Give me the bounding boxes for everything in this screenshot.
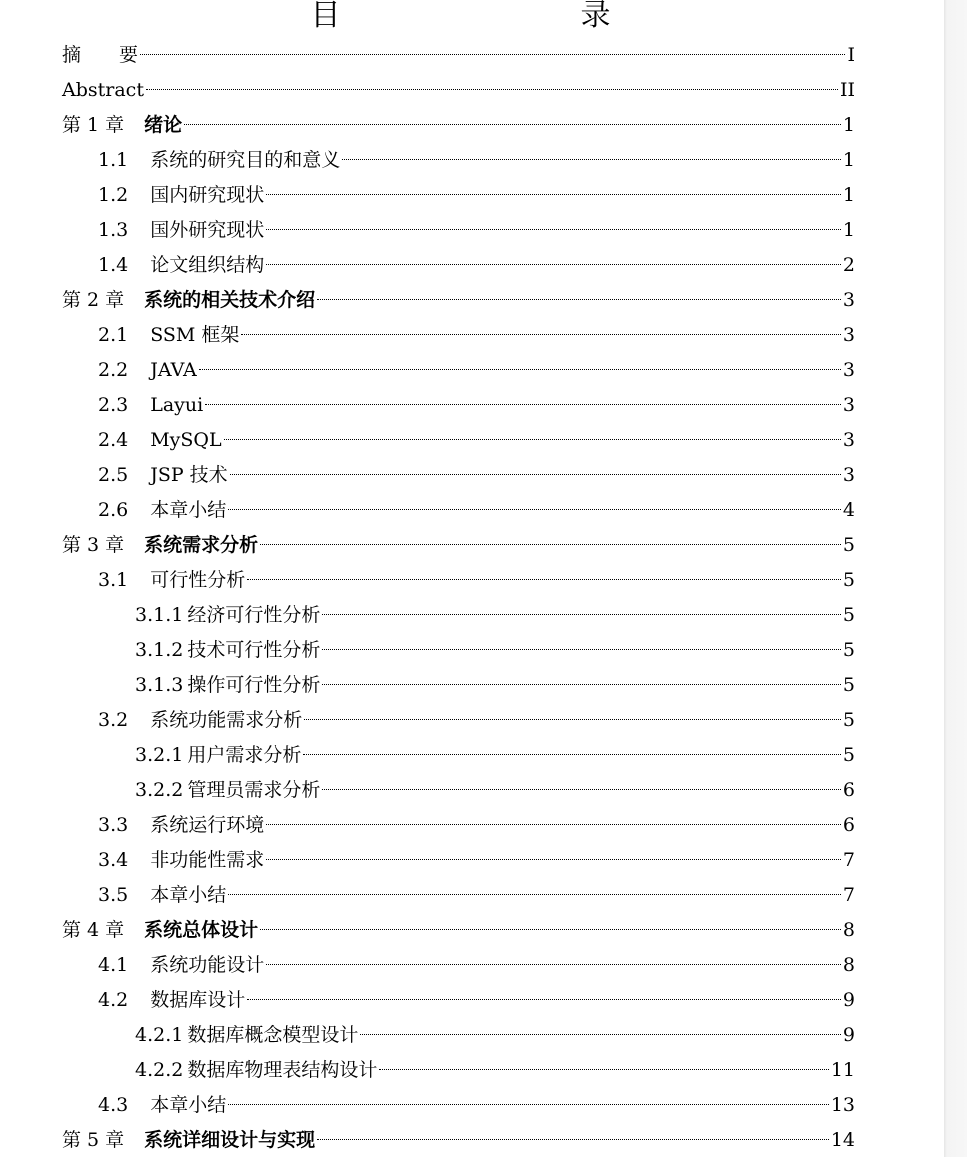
toc-entry-number: 第 4 章	[62, 919, 125, 941]
toc-entry[interactable]	[135, 773, 855, 808]
toc-leader-dots	[228, 509, 841, 510]
toc-entry[interactable]	[62, 1123, 855, 1158]
toc-entry-page-number: 13	[830, 1094, 855, 1116]
toc-entry-page-number: I	[847, 44, 855, 66]
toc-leader-dots	[266, 824, 841, 825]
toc-entry-label: JSP 技术	[150, 464, 228, 486]
toc-entry-page-number: 3	[842, 429, 855, 451]
toc-entry-page-number: 9	[842, 989, 855, 1011]
toc-entry[interactable]	[98, 353, 855, 388]
toc-entry-number: 4.3	[98, 1094, 129, 1116]
toc-entry-number: 1.2	[98, 184, 129, 206]
toc-entry-number: 2.4	[98, 429, 129, 451]
toc-entry-number: 3.3	[98, 814, 129, 836]
toc-entry-label: 国外研究现状	[150, 219, 265, 241]
toc-entry[interactable]	[62, 108, 855, 143]
toc-leader-dots	[260, 544, 841, 545]
toc-entry[interactable]	[98, 563, 855, 598]
toc-leader-dots	[228, 894, 841, 895]
toc-leader-dots	[224, 439, 841, 440]
toc-entry-page-number: 8	[842, 954, 855, 976]
toc-entry-label: 摘 要	[62, 44, 139, 66]
toc-entry-page-number: 1	[842, 114, 855, 136]
toc-entry[interactable]	[98, 878, 855, 913]
toc-entry-number: 2.2	[98, 359, 129, 381]
toc-entry-label: 经济可行性分析	[187, 604, 321, 626]
toc-leader-dots	[247, 999, 841, 1000]
page-edge-shadow	[944, 0, 967, 1157]
toc-entry-page-number: 1	[842, 219, 855, 241]
toc-leader-dots	[317, 1139, 829, 1140]
toc-leader-dots	[199, 369, 841, 370]
toc-entry[interactable]	[135, 738, 855, 773]
toc-leader-dots	[360, 1034, 841, 1035]
toc-leader-dots	[322, 789, 841, 790]
toc-entry-label: 本章小结	[150, 884, 227, 906]
toc-entry[interactable]	[62, 528, 855, 563]
toc-entry-page-number: 4	[842, 499, 855, 521]
toc-entry-page-number: 6	[842, 779, 855, 801]
toc-entry-label: 操作可行性分析	[187, 674, 321, 696]
toc-entry[interactable]	[62, 73, 855, 108]
toc-leader-dots	[228, 1104, 829, 1105]
toc-leader-dots	[304, 719, 841, 720]
toc-leader-dots	[322, 614, 841, 615]
toc-entry-label: Abstract	[62, 79, 144, 101]
toc-entry-number: 4.1	[98, 954, 129, 976]
toc-entry[interactable]	[62, 913, 855, 948]
toc-leader-dots	[266, 194, 841, 195]
toc-entry[interactable]	[98, 213, 855, 248]
toc-entry-label: 系统功能需求分析	[150, 709, 303, 731]
toc-entry-label: 用户需求分析	[187, 744, 302, 766]
toc-entry-number: 3.1.1	[135, 604, 184, 626]
toc-entry-page-number: 1	[842, 149, 855, 171]
toc-entry-number: 3.1.3	[135, 674, 184, 696]
toc-entry-page-number: 5	[842, 639, 855, 661]
toc-leader-dots	[241, 334, 840, 335]
toc-entry-label: 本章小结	[150, 499, 227, 521]
toc-leader-dots	[266, 264, 841, 265]
toc-leader-dots	[230, 474, 841, 475]
toc-entry-number: 1.3	[98, 219, 129, 241]
toc-entry-label: JAVA	[150, 359, 197, 381]
toc-entry-label: 绪论	[144, 114, 183, 136]
toc-leader-dots	[317, 299, 841, 300]
toc-entry-label: 系统运行环境	[150, 814, 265, 836]
toc-entry-number: 3.1	[98, 569, 129, 591]
toc-entry-number: 3.2.2	[135, 779, 184, 801]
toc-entry[interactable]	[98, 948, 855, 983]
toc-entry-number: 3.2	[98, 709, 129, 731]
toc-entry-label: 系统的相关技术介绍	[144, 289, 316, 311]
toc-entry[interactable]	[62, 283, 855, 318]
toc-entry-number: 1.4	[98, 254, 129, 276]
toc-entry-number: 3.1.2	[135, 639, 184, 661]
toc-leader-dots	[322, 684, 841, 685]
toc-entry-page-number: 5	[842, 534, 855, 556]
toc-entry[interactable]	[62, 38, 855, 73]
toc-entry-page-number: 11	[830, 1059, 855, 1081]
toc-entry-number: 3.4	[98, 849, 129, 871]
toc-entry-label: 系统详细设计与实现	[144, 1129, 316, 1151]
toc-leader-dots	[303, 754, 841, 755]
toc-entry-number: 2.1	[98, 324, 129, 346]
toc-leader-dots	[146, 89, 838, 90]
toc-entry-page-number: 3	[842, 394, 855, 416]
toc-entry-page-number: 3	[842, 289, 855, 311]
toc-entry-page-number: II	[839, 79, 855, 101]
toc-entry-page-number: 5	[842, 569, 855, 591]
toc-entry-page-number: 5	[842, 709, 855, 731]
toc-entry-label: 系统需求分析	[144, 534, 259, 556]
toc-entry-page-number: 9	[842, 1024, 855, 1046]
toc-entry-label: 论文组织结构	[150, 254, 265, 276]
toc-leader-dots	[205, 404, 841, 405]
toc-leader-dots	[260, 929, 841, 930]
toc-entry-page-number: 8	[842, 919, 855, 941]
toc-entry-number: 4.2.1	[135, 1024, 184, 1046]
toc-leader-dots	[266, 229, 841, 230]
toc-entry-label: 数据库设计	[150, 989, 246, 1011]
toc-entry-number: 第 3 章	[62, 534, 125, 556]
toc-leader-dots	[342, 159, 841, 160]
toc-entry-number: 3.5	[98, 884, 129, 906]
toc-leader-dots	[140, 54, 845, 55]
toc-entry-label: Layui	[150, 394, 204, 416]
toc-entry-page-number: 5	[842, 604, 855, 626]
toc-entry-page-number: 3	[842, 464, 855, 486]
toc-entry-label: 技术可行性分析	[187, 639, 321, 661]
toc-entry-label: 管理员需求分析	[187, 779, 321, 801]
toc-entry-page-number: 2	[842, 254, 855, 276]
toc-entry-number: 2.3	[98, 394, 129, 416]
toc-entry-number: 第 2 章	[62, 289, 125, 311]
toc-entry[interactable]	[98, 248, 855, 283]
toc-entry-page-number: 3	[842, 359, 855, 381]
toc-entry-page-number: 14	[830, 1129, 855, 1151]
toc-title: 目 录	[310, 0, 671, 33]
toc-entry-number: 第 5 章	[62, 1129, 125, 1151]
toc-entry-number: 3.2.1	[135, 744, 184, 766]
toc-leader-dots	[184, 124, 841, 125]
toc-entry-number: 第 1 章	[62, 114, 125, 136]
toc-entry-label: 国内研究现状	[150, 184, 265, 206]
toc-entry[interactable]	[98, 703, 855, 738]
toc-entry-page-number: 6	[842, 814, 855, 836]
toc-entry[interactable]	[135, 633, 855, 668]
toc-entry-page-number: 3	[842, 324, 855, 346]
toc-entry-page-number: 5	[842, 674, 855, 696]
toc-entry-label: 数据库概念模型设计	[187, 1024, 359, 1046]
toc-entry-page-number: 5	[842, 744, 855, 766]
toc-entry[interactable]	[98, 318, 855, 353]
toc-entry-label: MySQL	[150, 429, 222, 451]
toc-entry[interactable]	[98, 808, 855, 843]
toc-entry-page-number: 7	[842, 849, 855, 871]
toc-entry[interactable]	[135, 598, 855, 633]
toc-entry[interactable]	[98, 143, 855, 178]
toc-entry[interactable]	[98, 423, 855, 458]
toc-entry[interactable]	[98, 493, 855, 528]
toc-entry[interactable]	[98, 388, 855, 423]
toc-entry-label: 非功能性需求	[150, 849, 265, 871]
toc-entry-label: SSM 框架	[150, 324, 240, 346]
toc-entry[interactable]	[98, 178, 855, 213]
toc-entry[interactable]	[98, 843, 855, 878]
toc-entry[interactable]	[135, 1053, 855, 1088]
toc-entry-number: 2.5	[98, 464, 129, 486]
toc-entry-number: 1.1	[98, 149, 129, 171]
toc-leader-dots	[322, 649, 841, 650]
toc-entry-number: 2.6	[98, 499, 129, 521]
toc-leader-dots	[266, 964, 841, 965]
toc-entry-label: 系统总体设计	[144, 919, 259, 941]
toc-leader-dots	[247, 579, 841, 580]
toc-entry[interactable]	[98, 1088, 855, 1123]
toc-entry-page-number: 7	[842, 884, 855, 906]
toc-entry-label: 数据库物理表结构设计	[187, 1059, 378, 1081]
toc-leader-dots	[266, 859, 841, 860]
toc-entry-page-number: 1	[842, 184, 855, 206]
toc-entry[interactable]	[98, 983, 855, 1018]
toc-entry-label: 本章小结	[150, 1094, 227, 1116]
toc-entry[interactable]	[135, 668, 855, 703]
toc-entry[interactable]	[98, 458, 855, 493]
toc-entry[interactable]	[135, 1018, 855, 1053]
toc-entry-number: 4.2	[98, 989, 129, 1011]
toc-entry-label: 系统的研究目的和意义	[150, 149, 341, 171]
toc-entry-label: 可行性分析	[150, 569, 246, 591]
toc-entry-label: 系统功能设计	[150, 954, 265, 976]
toc-entry-number: 4.2.2	[135, 1059, 184, 1081]
toc-leader-dots	[379, 1069, 828, 1070]
